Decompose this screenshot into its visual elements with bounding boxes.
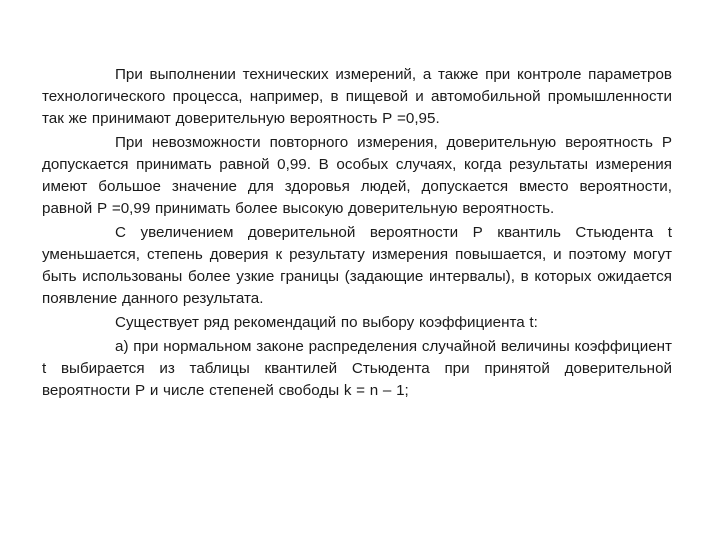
paragraph-confidence-095: При выполнении технических измерений, а также при контроле параметров технологического процесса, например, в пищевой и автомобильной промышленности так же принимают доверительную вероятность Р =0,95.	[42, 66, 672, 127]
paragraph-student-quantile: С увеличением доверительной вероятности Р квантиль Стьюдента t уменьшается, степень доверия к результату измерения повышается, и поэтому могут быть использованы более узкие границы (задающие интервалы), в которых ожидается появление данного результата.	[42, 224, 672, 307]
paragraph-recommendation-a: а) при нормальном законе распределения случайной величины коэффициент t выбирается из таблицы квантилей Стьюдента при принятой доверительной вероятности Р и числе степеней свободы k = n – 1;	[42, 338, 672, 399]
document-body	[42, 64, 672, 404]
paragraph-confidence-099: При невозможности повторного измерения, доверительную вероятность Р допускается принимать равной 0,99. В особых случаях, когда результаты измерения имеют большое значение для здоровья людей, допускается вместо вероятности, равной Р =0,99 принимать более высокую доверительную вероятность.	[42, 134, 672, 217]
paragraph-recommendations-intro: Существует ряд рекомендаций по выбору коэффициента t:	[115, 314, 538, 331]
